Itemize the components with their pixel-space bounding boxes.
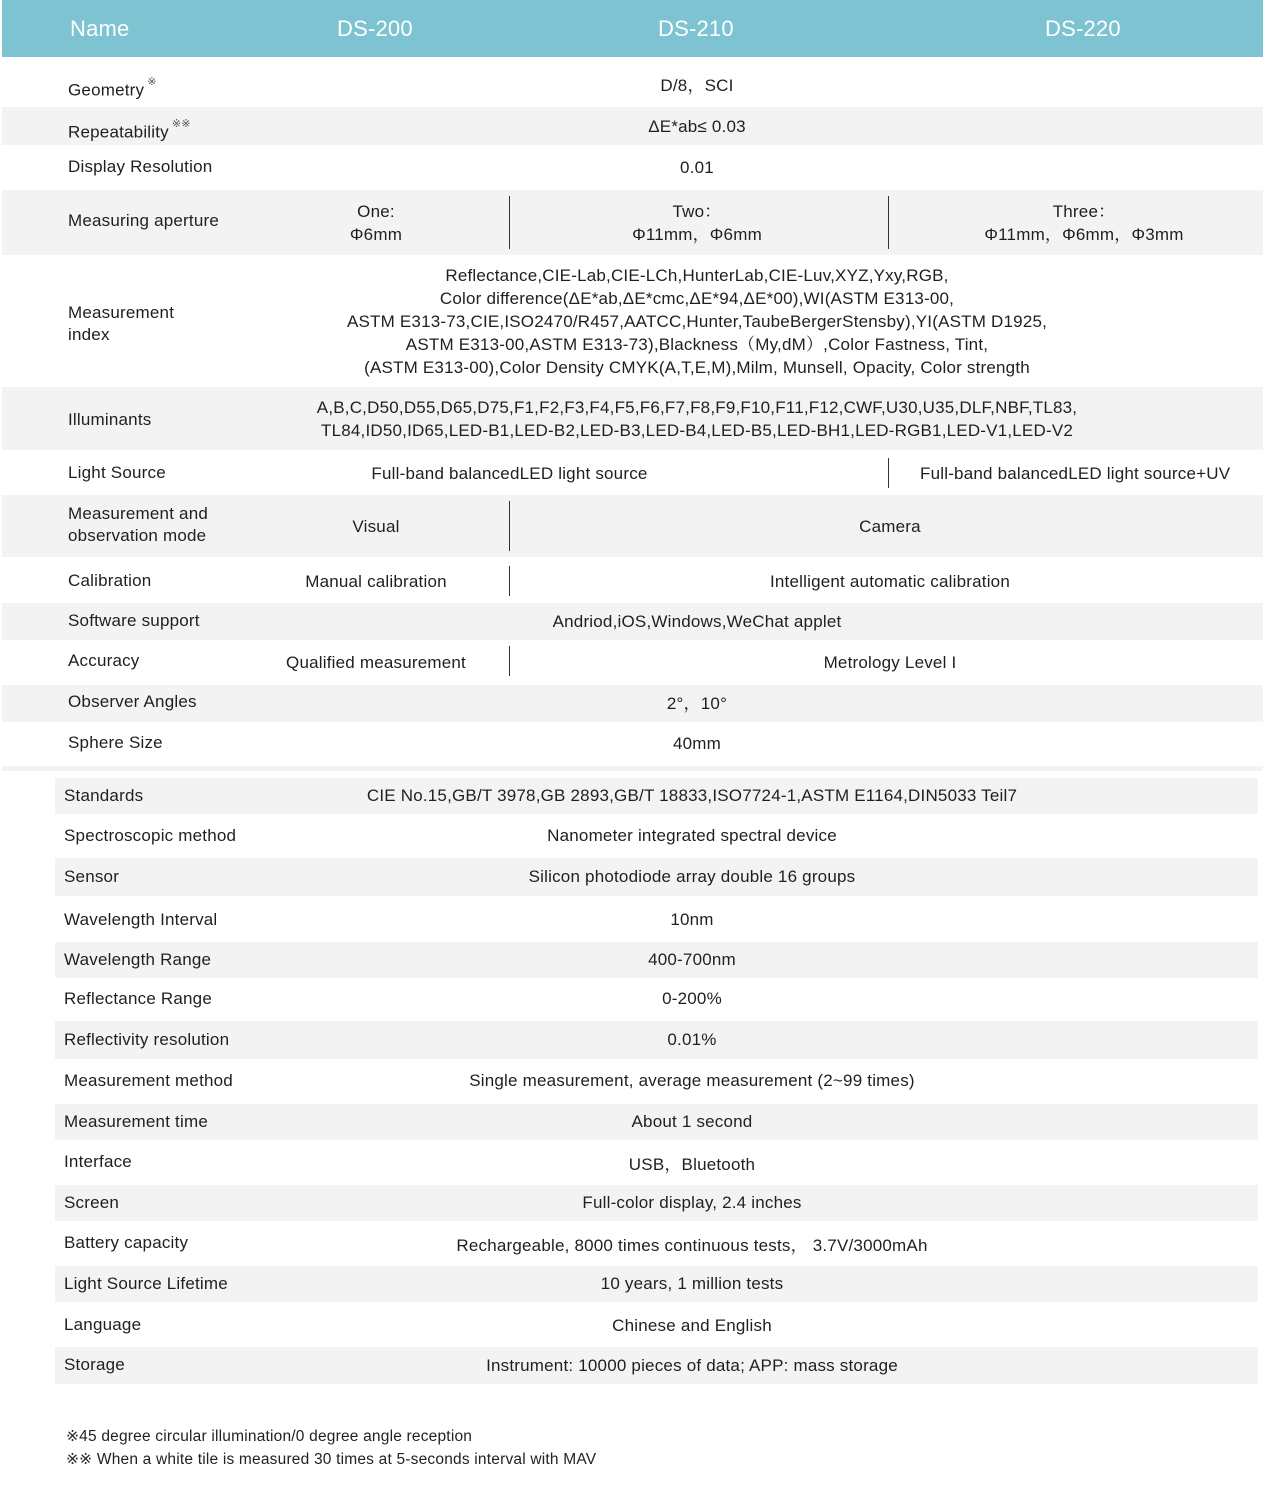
aperture-sizes: Φ6mm [349,224,403,244]
column-divider [888,458,889,488]
row-label: Wavelength Range [64,950,212,969]
cell-ds210 [547,190,847,255]
row-label: Measurement and observation mode [68,504,209,545]
footnotes [66,1425,596,1471]
row-value: Full-color display, 2.4 inches [582,1193,802,1212]
row-label: Accuracy [68,651,140,670]
table-row-observer-angles [2,685,1263,722]
value-line: A,B,C,D50,D55,D65,D75,F1,F2,F3,F4,F5,F6,F7,F8,F9,F10,F11,F12,CWF,U30,U35,DLF,NBF,TL83, [316,397,1078,417]
spec-row-reflectance-range [55,979,1258,1019]
cell-ds220: Full-band balancedLED light source+UV [920,463,1231,483]
cell-ds200 [251,190,501,255]
column-divider [509,501,510,551]
footnote-geometry: ※45 degree circular illumination/0 degree angle reception [66,1428,473,1445]
row-value: Single measurement, average measurement (2~99 times) [469,1071,915,1090]
row-label: Geometry ※ [68,76,157,100]
cell-ds200-ds210: Full-band balancedLED light source [371,463,648,483]
row-value: D/8，SCI [660,75,734,95]
footnote-repeatability: ※※ When a white tile is measured 30 times at 5-seconds interval with MAV [66,1451,597,1468]
aperture-count: Two： [672,201,722,221]
row-label: Measuring aperture [68,211,220,230]
value-line: ASTM E313-00,ASTM E313-73),Blackness（My,dM）,Color Fastness, Tint, [405,334,989,354]
row-label: Measurement index [68,303,175,344]
row-label: Sensor [64,867,120,886]
row-label: Measurement method [64,1071,233,1090]
row-value: 10nm [670,910,714,929]
cell-ds210-ds220: Intelligent automatic calibration [769,571,1010,591]
row-label: Wavelength Interval [64,910,218,929]
row-label: Observer Angles [68,692,197,711]
aperture-sizes: Φ11mm，Φ6mm [632,224,762,244]
row-label: Reflectance Range [64,989,212,1008]
spec-row-battery-capacity [55,1223,1258,1264]
table-row-repeatability [2,107,1263,145]
row-value: 2°，10° [666,694,728,713]
header-model-ds210: DS-210 [658,16,734,41]
row-value: Silicon photodiode array double 16 groups [528,867,856,886]
spec-row-wavelength-interval [55,899,1258,941]
row-value: Nanometer integrated spectral device [547,826,837,845]
row-label: Software support [68,611,200,630]
spec-row-light-source-lifetime [55,1266,1258,1302]
row-label: Measurement time [64,1112,208,1131]
column-divider [509,646,510,676]
row-value: CIE No.15,GB/T 3978,GB 2893,GB/T 18833,ISO7724-1,ASTM E1164,DIN5033 Teil7 [366,786,1018,805]
value-line: Color difference(ΔE*ab,ΔE*cmc,ΔE*94,ΔE*00),WI(ASTM E313-00, [439,288,955,308]
row-label: Interface [64,1152,132,1171]
section-divider [2,766,1263,771]
row-value: 10 years, 1 million tests [600,1274,784,1293]
row-value: Instrument: 10000 pieces of data; APP: mass storage [486,1355,898,1375]
row-value [2,387,1265,450]
spec-row-measurement-method [55,1060,1258,1102]
row-label: Illuminants [68,410,152,429]
cell-ds200: Manual calibration [305,571,447,591]
column-divider [509,566,510,596]
cell-ds200: Visual [352,516,400,536]
value-line: TL84,ID50,ID65,LED-B1,LED-B2,LED-B3,LED-B4,LED-B5,LED-BH1,LED-RGB1,LED-V1,LED-V2 [320,420,1074,440]
row-label: Light Source Lifetime [64,1274,228,1293]
row-label: Battery capacity [64,1233,189,1252]
aperture-count: One: [357,201,395,221]
row-value: 0.01% [667,1030,717,1049]
row-value: ΔE*ab≤ 0.03 [648,116,746,136]
table-row-display-resolution [2,146,1263,188]
cell-ds220 [934,190,1234,255]
spec-row-spectroscopic-method [55,816,1258,856]
row-value: 0-200% [662,989,722,1008]
table-row-sphere-size [2,723,1263,764]
row-value: 0.01 [680,157,714,177]
value-line: ASTM E313-73,CIE,ISO2470/R457,AATCC,Hunter,TaubeBergerStensby),YI(ASTM D1925, [346,311,1048,331]
spec-row-interface [55,1142,1258,1182]
row-label: Screen [64,1193,120,1212]
row-label: Language [64,1315,142,1334]
spec-row-standards [55,778,1258,814]
cell-ds200: Qualified measurement [286,652,466,672]
footnote-mark: ※※ [171,118,191,130]
spec-row-language [55,1305,1258,1346]
table-row-measuring-aperture [2,190,1263,255]
table-row-light-source [2,452,1263,494]
row-value: 400-700nm [648,950,736,969]
row-value: About 1 second [631,1112,753,1131]
header-name: Name [70,16,130,41]
row-label: Spectroscopic method [64,826,237,845]
table-row-software-support [2,603,1263,640]
table-row-measurement-index [2,257,1263,385]
header-model-ds220: DS-220 [1045,16,1121,41]
table-row-calibration [2,560,1263,602]
spec-row-screen [55,1185,1258,1221]
table-row-observation-mode [2,495,1263,557]
column-divider [509,196,510,249]
row-value: USB，Bluetooth [628,1154,756,1174]
table-row-geometry [2,64,1263,106]
row-label: Storage [64,1355,125,1374]
row-label: Light Source [68,463,166,482]
spec-row-reflectivity-resolution [55,1021,1258,1059]
value-line: (ASTM E313-00),Color Density CMYK(A,T,E,M),Milm, Munsell, Opacity, Color strength [364,357,1030,377]
header-model-ds200: DS-200 [337,16,413,41]
row-label: Reflectivity resolution [64,1030,230,1049]
spec-row-sensor [55,858,1258,896]
table-header [2,0,1263,57]
row-label: Calibration [68,571,152,590]
table-row-accuracy [2,641,1263,683]
spec-row-measurement-time [55,1104,1258,1140]
cell-ds210-ds220: Camera [859,516,921,536]
row-value [2,257,1265,385]
row-label: Display Resolution [68,157,213,176]
spec-row-wavelength-range [55,942,1258,978]
row-label: Sphere Size [68,733,163,752]
column-divider [888,196,889,249]
aperture-count: Three： [1052,201,1116,221]
row-value: 40mm [672,734,722,753]
aperture-sizes: Φ11mm，Φ6mm，Φ3mm [984,224,1184,244]
value-line: Reflectance,CIE-Lab,CIE-LCh,HunterLab,CIE-Luv,XYZ,Yxy,RGB, [445,265,949,285]
row-label: Standards [64,786,144,805]
table-row-illuminants [2,387,1263,450]
row-value: Andriod,iOS,Windows,WeChat applet [552,612,842,631]
cell-ds210-ds220: Metrology Level I [823,652,957,672]
row-value: Rechargeable, 8000 times continuous tests， 3.7V/3000mAh [456,1236,928,1255]
row-value: Chinese and English [612,1315,772,1335]
footnote-mark: ※ [147,76,157,88]
spec-row-storage [55,1347,1258,1384]
row-label: Repeatability ※※ [68,118,191,142]
